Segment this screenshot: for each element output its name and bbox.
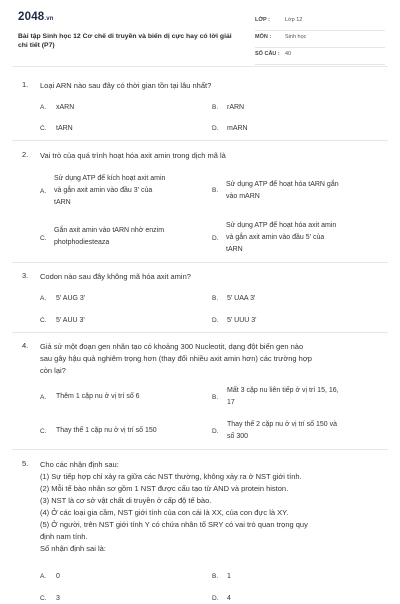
option-line: vào mARN — [226, 193, 260, 200]
question-number: 5. — [22, 459, 29, 468]
option-d[interactable]: 5' UUU 3' — [227, 317, 257, 324]
document-meta — [255, 14, 385, 65]
option-letter: B. — [212, 394, 219, 401]
meta-row-class — [255, 14, 385, 31]
option-line: Sử dụng ATP để hoạt hóa axit amin — [226, 222, 337, 229]
option-c[interactable]: tARN — [56, 125, 73, 132]
statement-5: (5) Ở người, trên NST giới tính Y có chứa nhân tố SRY có vai trò quan trọng quy — [40, 520, 308, 529]
meta-row-count — [255, 48, 385, 65]
question-text: Loại ARN nào sau đây có thời gian tồn tại lâu nhất? — [40, 81, 212, 90]
option-line: Gắn axit amin vào tARN nhờ enzim — [54, 227, 165, 234]
option-letter: D. — [212, 125, 219, 132]
option-letter: B. — [212, 104, 219, 111]
option-letter: C. — [40, 595, 47, 602]
meta-value: Lớp 12 — [285, 17, 303, 23]
option-line: số 300 — [227, 433, 249, 440]
option-line: và gắn axit amin vào đầu 5' của — [226, 234, 325, 241]
question-number: 1. — [22, 80, 29, 89]
option-d[interactable]: 4 — [227, 595, 231, 602]
question-text-line: Cho các nhận định sau: — [40, 460, 119, 469]
option-d[interactable]: mARN — [227, 125, 248, 132]
question-divider — [12, 449, 388, 450]
meta-label: LỚP : — [255, 17, 270, 23]
option-letter: C. — [40, 235, 47, 242]
option-letter: D. — [212, 428, 219, 435]
option-line: Thay thế 2 cặp nu ở vị trí số 150 và — [227, 421, 338, 428]
option-letter: A. — [40, 295, 47, 302]
option-line: Mất 3 cặp nu liên tiếp ở vị trí 15, 16, — [227, 387, 339, 394]
option-line: và gắn axit amin vào đầu 3' của — [54, 187, 153, 194]
option-letter: A. — [40, 573, 47, 580]
option-a[interactable]: 5' AUG 3' — [56, 295, 86, 302]
option-line: Sử dụng ATP để hoạt hóa tARN gắn — [226, 181, 339, 188]
question-number: 3. — [22, 271, 29, 280]
question-text-line: sau gây hậu quả nghiêm trọng hơn (thay đổi nhiều axit amin hơn) các trường hợp — [40, 354, 312, 363]
option-line: tARN — [54, 199, 71, 206]
option-b[interactable]: 1 — [227, 573, 231, 580]
statement-5-cont: định nam tính. — [40, 532, 88, 541]
question-divider — [12, 262, 388, 263]
document-title: Bài tập Sinh học 12 Cơ chế di truyền và biến dị cực hay có lời giải chi tiết (P7) — [18, 33, 232, 49]
site-logo[interactable] — [18, 11, 54, 23]
meta-label: MÔN : — [255, 34, 272, 40]
statement-1: (1) Sự tiếp hợp chỉ xảy ra giữa các NST thường, không xảy ra ở NST giới tính. — [40, 472, 302, 481]
option-b[interactable]: 5' UAA 3' — [227, 295, 256, 302]
option-line: tARN — [226, 246, 243, 253]
question-text-line: Giả sử một đoạn gen nhân tạo có khoảng 300 Nucleotit, dạng đột biến gen nào — [40, 342, 304, 351]
option-c[interactable]: 5' AUU 3' — [56, 317, 85, 324]
option-letter: A. — [40, 394, 47, 401]
option-letter: B. — [212, 573, 219, 580]
option-letter: C. — [40, 125, 47, 132]
option-letter: C. — [40, 428, 47, 435]
option-a[interactable]: 0 — [56, 573, 60, 580]
logo-suffix: .vn — [44, 16, 54, 22]
statement-4: (4) Ở các loại gia cầm, NST giới tính của con cái là XX, của con đực là XY. — [40, 508, 289, 517]
question-text-line: còn lại? — [40, 366, 66, 375]
option-letter: D. — [212, 595, 219, 602]
option-line: Sử dụng ATP để kích hoạt axit amin — [54, 175, 166, 182]
meta-label: SỐ CÂU : — [255, 51, 280, 57]
question-text: Vai trò của quá trình hoạt hóa axit amin trong dịch mã là — [40, 151, 226, 160]
meta-value: Sinh học — [285, 34, 307, 40]
option-letter: D. — [212, 317, 219, 324]
question-prompt: Số nhận định sai là: — [40, 544, 106, 553]
option-b[interactable]: rARN — [227, 104, 245, 111]
question-divider — [12, 332, 388, 333]
question-number: 4. — [22, 341, 29, 350]
question-text: Codon nào sau đây không mã hóa axit amin? — [40, 272, 191, 281]
question-number: 2. — [22, 150, 29, 159]
option-line: Thay thế 1 cặp nu ở vị trí số 150 — [56, 427, 157, 434]
option-line: Thêm 1 cặp nu ở vị trí số 6 — [56, 393, 140, 400]
option-letter: D. — [212, 235, 219, 242]
option-c[interactable]: 3 — [56, 595, 60, 602]
question-divider — [12, 140, 388, 141]
meta-row-subject — [255, 31, 385, 48]
option-letter: A. — [40, 188, 47, 195]
header-divider — [12, 66, 388, 67]
option-a[interactable]: xARN — [56, 104, 75, 111]
option-line: photphodiesteaza — [54, 239, 110, 246]
statement-2: (2) Mỗi tế bào nhân sơ gồm 1 NST được cấu tạo từ AND và protein histon. — [40, 484, 289, 493]
meta-value: 40 — [285, 51, 292, 57]
option-letter: B. — [212, 187, 219, 194]
logo-text: 2048 — [18, 11, 45, 23]
option-letter: A. — [40, 104, 47, 111]
option-letter: B. — [212, 295, 219, 302]
option-line: 17 — [227, 399, 235, 406]
page-header — [0, 0, 400, 66]
statement-3: (3) NST là cơ sở vật chất di truyền ở cấp độ tế bào. — [40, 496, 212, 505]
option-letter: C. — [40, 317, 47, 324]
